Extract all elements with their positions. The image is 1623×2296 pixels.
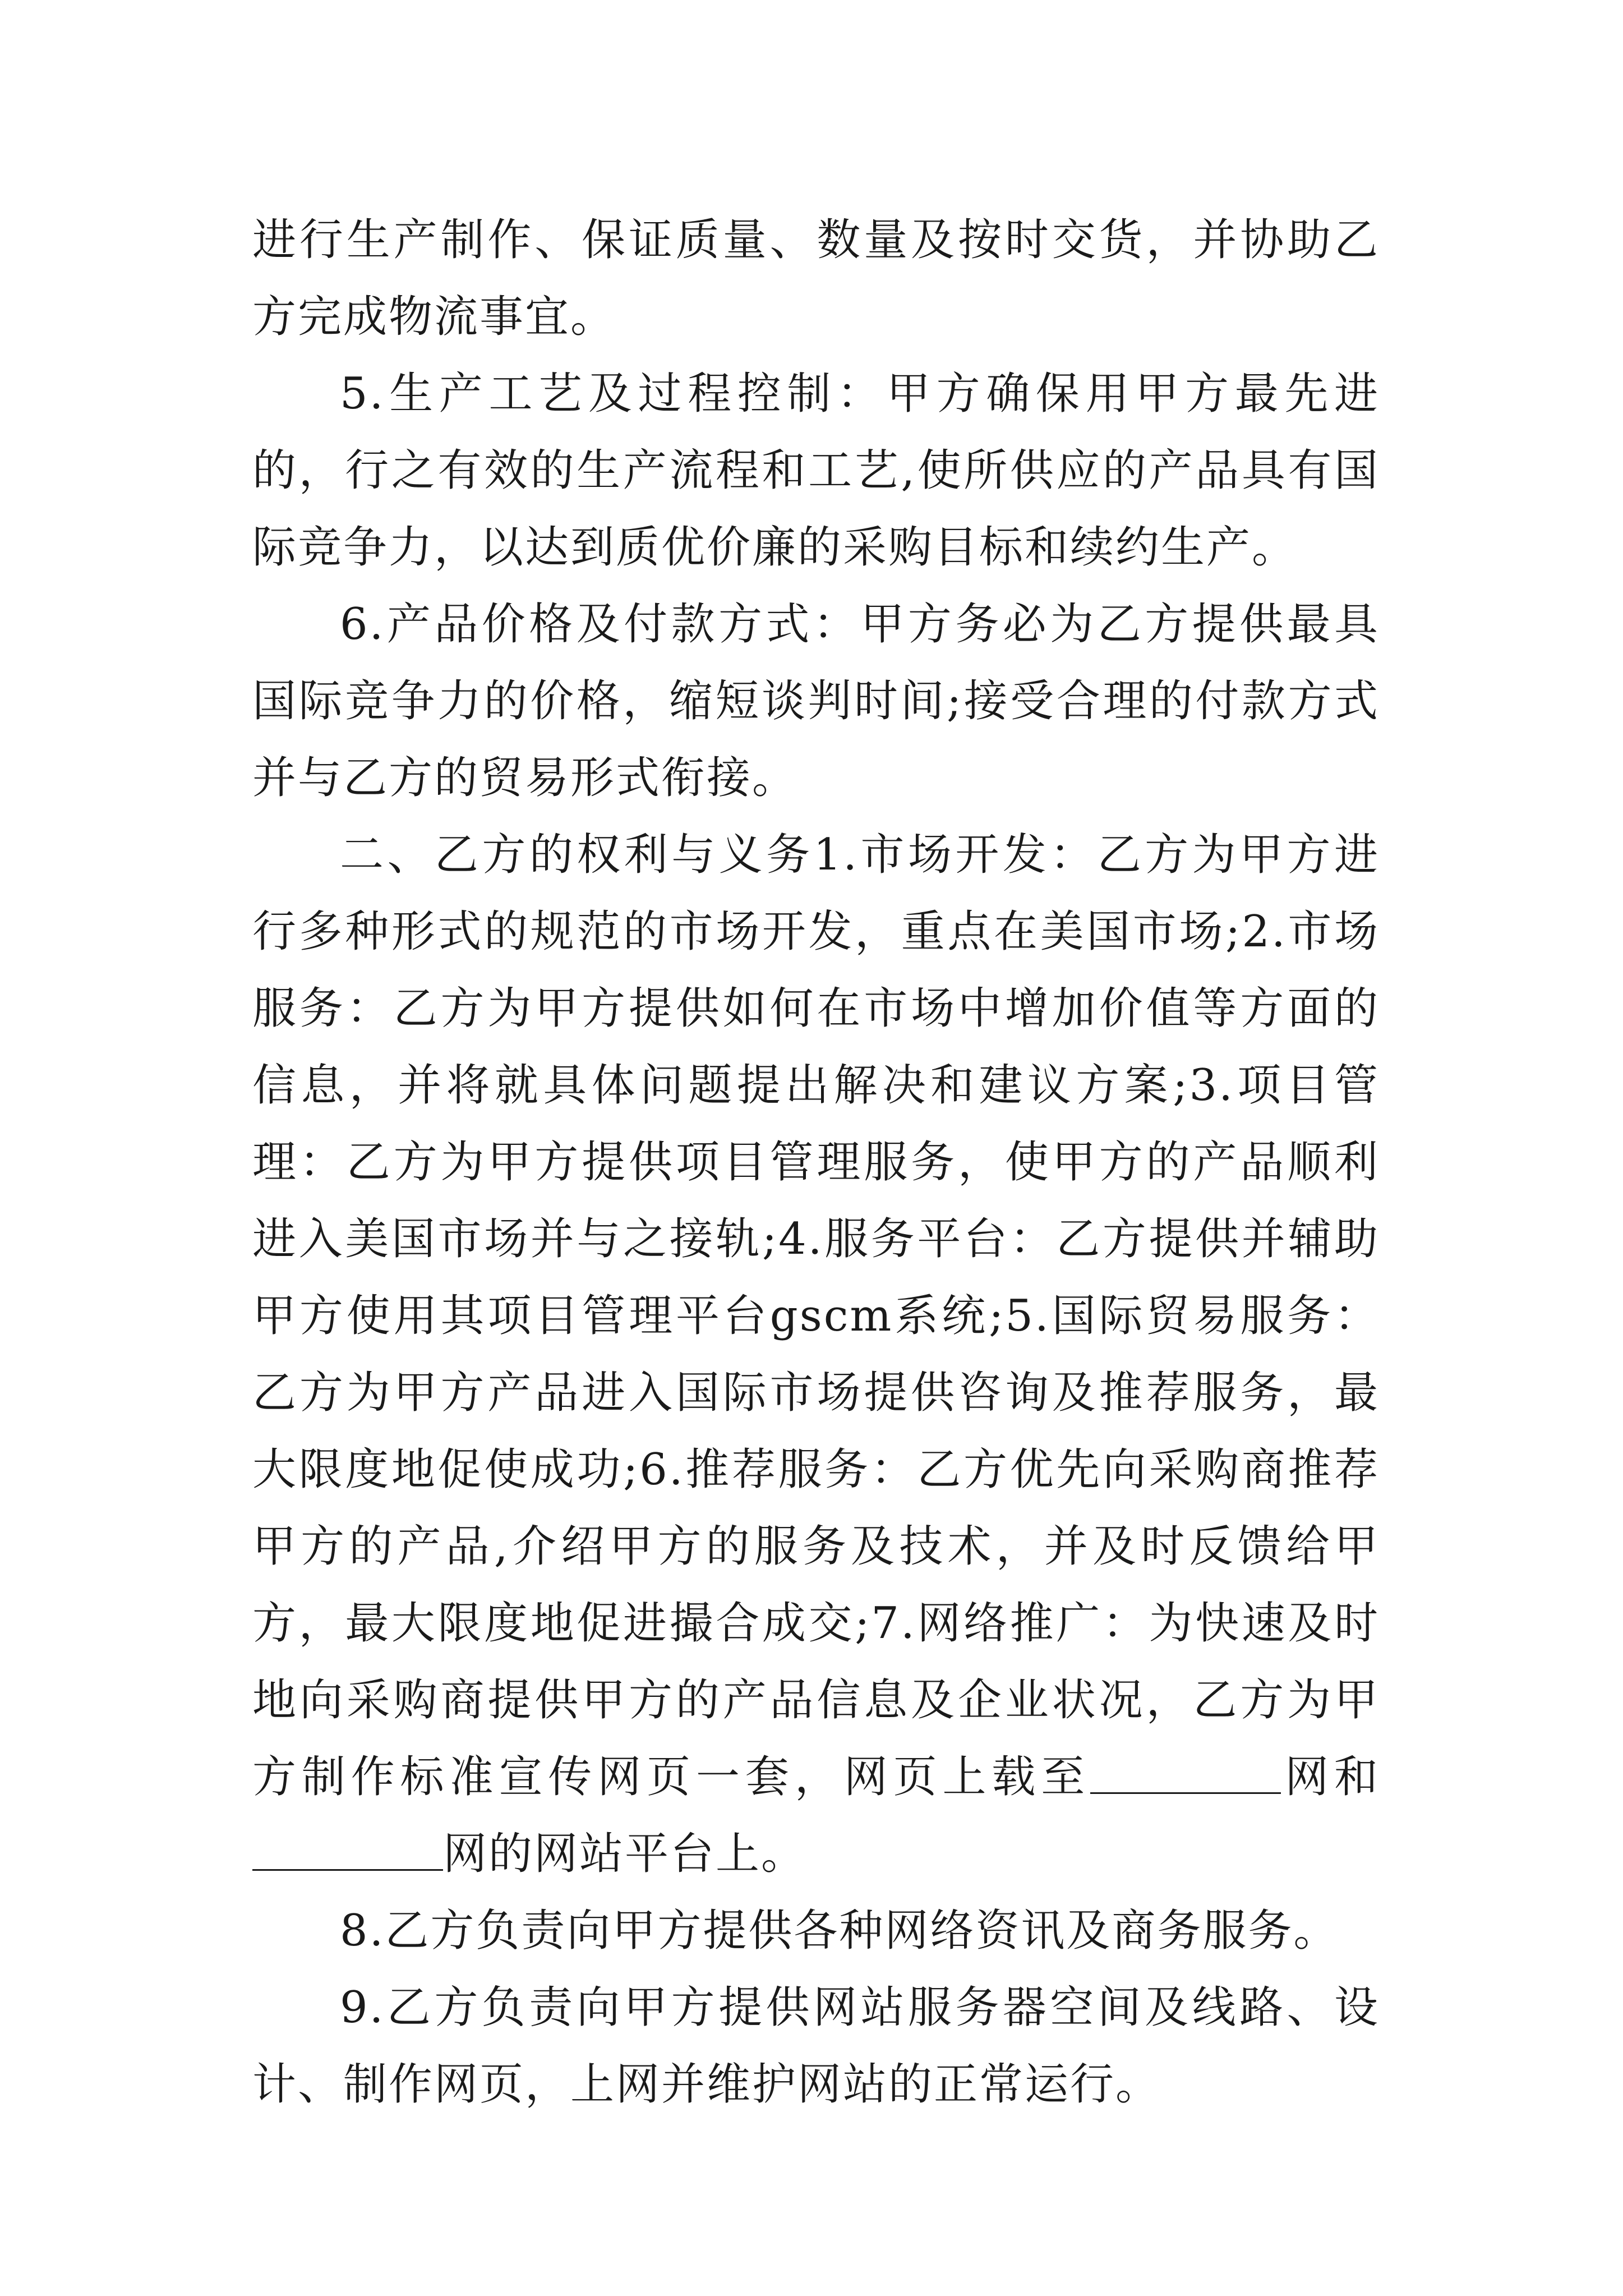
paragraph-text: 二、乙方的权利与义务1.市场开发：乙方为甲方进行多种形式的规范的市场开发，重点在美国市场;2.市场服务：乙方为甲方提供如何在市场中增加价值等方面的信息，并将就具体问题提出解决和建议方案;3.项目管理：乙方为甲方提供项目管理服务，使甲方的产品顺利进入美国市场并与之接轨;4.服务平台：乙方提供并辅助甲方使用其项目管理平台gscm系统;5.国际贸易服务：乙方为甲方产品进入国际市场提供咨询及推荐服务，最大限度地促使成功;6.推荐服务：乙方优先向采购商推荐甲方的产品,介绍甲方的服务及技术，并及时反馈给甲方，最大限度地促进撮合成交;7.网络推广：为快速及时地向采购商提供甲方的产品信息及企业状况，乙方为甲方制作标准宣传网页一套，网页上载至 [252, 830, 1380, 1802]
fill-in-blank [1090, 1749, 1281, 1794]
paragraph-continuation [252, 202, 1380, 356]
paragraph-text: 进行生产制作、保证质量、数量及按时交货，并协助乙方完成物流事宜。 [252, 215, 1380, 342]
paragraph-text: 网和 [1281, 1752, 1380, 1802]
paragraph-price-payment [252, 586, 1380, 817]
document-body [252, 202, 1380, 2123]
paragraph-text: 8.乙方负责向甲方提供各种网络资讯及商务服务。 [340, 1906, 1339, 1956]
paragraph-item-8 [252, 1893, 1380, 1970]
paragraph-production-process [252, 356, 1380, 586]
paragraph-item-9 [252, 1970, 1380, 2123]
fill-in-blank [252, 1825, 443, 1871]
paragraph-text: 5.生产工艺及过程控制：甲方确保用甲方最先进的，行之有效的生产流程和工艺,使所供应的产品具有国际竞争力，以达到质优价廉的采购目标和续约生产。 [252, 369, 1380, 573]
paragraph-text: 9.乙方负责向甲方提供网站服务器空间及线路、设计、制作网页，上网并维护网站的正常运行。 [252, 1982, 1380, 2110]
paragraph-party-b-rights [252, 817, 1380, 1893]
paragraph-text: 6.产品价格及付款方式：甲方务必为乙方提供最具国际竞争力的价格，缩短谈判时间;接受合理的付款方式并与乙方的贸易形式衔接。 [252, 599, 1380, 803]
paragraph-text: 网的网站平台上。 [443, 1829, 807, 1879]
